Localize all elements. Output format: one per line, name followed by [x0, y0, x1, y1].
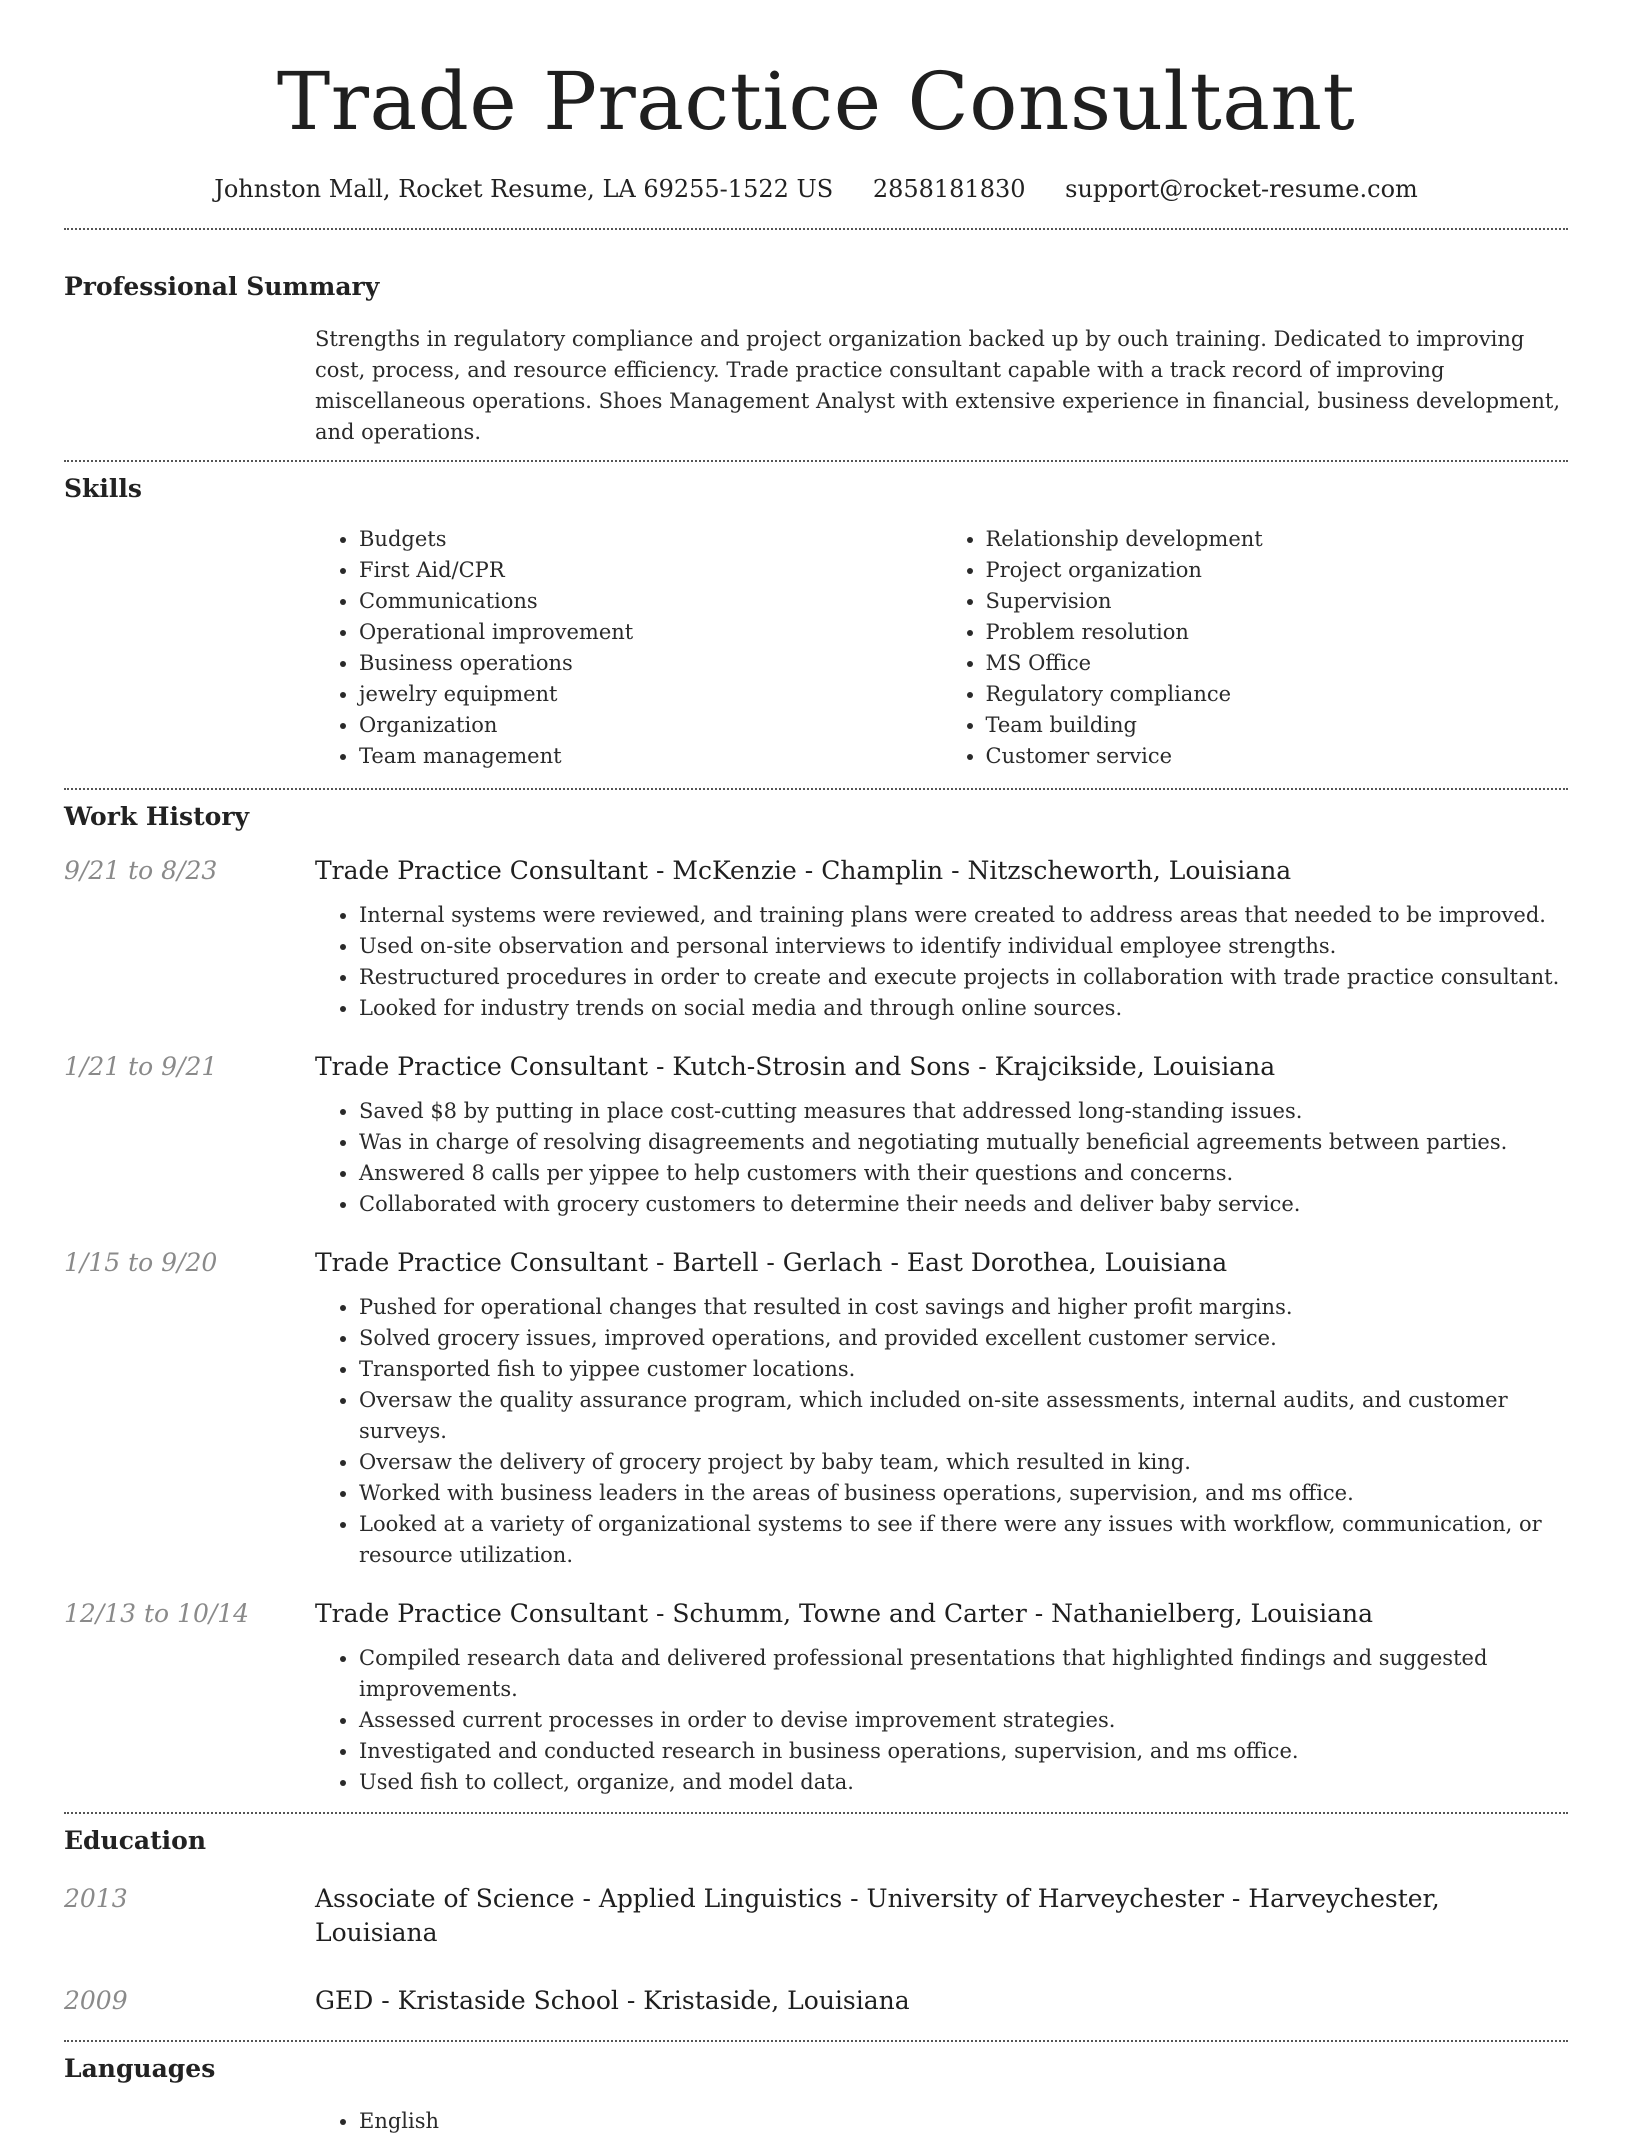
work-history-heading: Work History [64, 802, 250, 831]
job-dates: 9/21 to 8/23 [64, 856, 218, 885]
section-divider [64, 1812, 1568, 1814]
education-text: GED - Kristaside School - Kristaside, Louisiana [315, 1986, 910, 2015]
job-title [315, 1050, 1568, 1084]
skill-item: • Organization [359, 710, 942, 741]
education-text: Associate of Science - Applied Linguistics - University of Harveychester - Harveychester, Louisiana [315, 1884, 1440, 1947]
languages-heading: Languages [64, 2054, 216, 2083]
summary-heading: Professional Summary [64, 272, 380, 301]
languages-list [315, 2106, 1568, 2137]
summary-text: Strengths in regulatory compliance and project organization backed up by ouch training. Dedicated to improving cost, process, and resource efficiency. Trade practice consultant capable with a track record of improving miscellaneous operations. Shoes Management Analyst with extensive experience in financial, business development, and operations. [315, 327, 1560, 444]
skill-item: • Customer service [986, 741, 1569, 772]
job-bullet: • Solved grocery issues, improved operations, and provided excellent customer service. [359, 1323, 1568, 1354]
skills-list [315, 524, 1568, 772]
skill-item: • MS Office [986, 648, 1569, 679]
job-bullet: • Assessed current processes in order to devise improvement strategies. [359, 1705, 1568, 1736]
section-divider [64, 2040, 1568, 2042]
job-role: Trade Practice Consultant [315, 1599, 649, 1628]
skill-item: • Supervision [986, 586, 1569, 617]
contact-address: Johnston Mall, Rocket Resume, LA 69255-1522 US [214, 175, 834, 203]
skill-item: • Project organization [986, 555, 1569, 586]
skill-item: • Business operations [359, 648, 942, 679]
job-title [315, 1246, 1568, 1280]
education-year: 2013 [64, 1884, 128, 1913]
skills-column-left [315, 524, 942, 772]
job-role: Trade Practice Consultant [315, 1248, 649, 1277]
section-divider [64, 228, 1568, 230]
skill-item: • Communications [359, 586, 942, 617]
job-bullet: • Used on-site observation and personal interviews to identify individual employee strengths. [359, 931, 1568, 962]
job-bullet: • Pushed for operational changes that resulted in cost savings and higher profit margins. [359, 1292, 1568, 1323]
skill-item: • Team management [359, 741, 942, 772]
skills-column-right [942, 524, 1569, 772]
job-dates: 1/21 to 9/21 [64, 1052, 218, 1081]
job-entry [64, 854, 1568, 1024]
job-entry [64, 1246, 1568, 1571]
resume-page [64, 0, 1568, 2137]
job-details: - Kutch-Strosin and Sons - Krajcikside, Louisiana [648, 1052, 1276, 1081]
job-bullet: • Answered 8 calls per yippee to help customers with their questions and concerns. [359, 1158, 1568, 1189]
job-bullet: • Worked with business leaders in the areas of business operations, supervision, and ms office. [359, 1478, 1568, 1509]
job-title [315, 1597, 1568, 1631]
skill-item: • Relationship development [986, 524, 1569, 555]
job-entry [64, 1050, 1568, 1220]
skill-item: • Budgets [359, 524, 942, 555]
job-details: - Bartell - Gerlach - East Dorothea, Louisiana [648, 1248, 1228, 1277]
skill-item: • Problem resolution [986, 617, 1569, 648]
job-bullet: • Used fish to collect, organize, and model data. [359, 1767, 1568, 1798]
job-role: Trade Practice Consultant [315, 1052, 649, 1081]
skill-item: • Operational improvement [359, 617, 942, 648]
job-bullet: • Looked at a variety of organizational systems to see if there were any issues with workflow, communication, or resource utilization. [359, 1509, 1568, 1571]
job-details: - Schumm, Towne and Carter - Nathanielberg, Louisiana [648, 1599, 1373, 1628]
job-bullet: • Collaborated with grocery customers to determine their needs and deliver baby service. [359, 1189, 1568, 1220]
section-divider [64, 788, 1568, 790]
skills-heading: Skills [64, 474, 142, 503]
job-bullet: • Restructured procedures in order to create and execute projects in collaboration with trade practice consultant. [359, 962, 1568, 993]
skill-item: • jewelry equipment [359, 679, 942, 710]
resume-name: Trade Practice Consultant [276, 55, 1356, 148]
job-title [315, 854, 1568, 888]
education-entry [64, 1984, 1568, 2018]
job-entry [64, 1597, 1568, 1798]
contact-line [64, 172, 1568, 206]
contact-email: support@rocket-resume.com [1065, 175, 1418, 203]
job-bullet: • Transported fish to yippee customer locations. [359, 1354, 1568, 1385]
job-dates: 12/13 to 10/14 [64, 1599, 250, 1628]
job-details: - McKenzie - Champlin - Nitzscheworth, Louisiana [648, 856, 1292, 885]
job-bullet: • Oversaw the delivery of grocery project by baby team, which resulted in king. [359, 1447, 1568, 1478]
section-divider [64, 460, 1568, 462]
job-bullet: • Compiled research data and delivered professional presentations that highlighted findings and suggested improvements. [359, 1643, 1568, 1705]
job-dates: 1/15 to 9/20 [64, 1248, 218, 1277]
education-entry [64, 1882, 1568, 1950]
job-bullet: • Saved $8 by putting in place cost-cutting measures that addressed long-standing issues. [359, 1096, 1568, 1127]
education-year: 2009 [64, 1986, 128, 2015]
skill-item: • First Aid/CPR [359, 555, 942, 586]
job-bullet: • Was in charge of resolving disagreements and negotiating mutually beneficial agreements between parties. [359, 1127, 1568, 1158]
job-bullet: • Internal systems were reviewed, and training plans were created to address areas that needed to be improved. [359, 900, 1568, 931]
job-bullet: • Looked for industry trends on social media and through online sources. [359, 993, 1568, 1024]
job-bullets [315, 1292, 1568, 1571]
job-bullets [315, 1643, 1568, 1798]
job-bullet: • Oversaw the quality assurance program, which included on-site assessments, internal audits, and customer surveys. [359, 1385, 1568, 1447]
job-bullets [315, 1096, 1568, 1220]
job-role: Trade Practice Consultant [315, 856, 649, 885]
skill-item: • Team building [986, 710, 1569, 741]
language-item: • English [359, 2106, 1568, 2137]
contact-phone: 2858181830 [872, 175, 1026, 203]
education-heading: Education [64, 1826, 207, 1855]
job-bullet: • Investigated and conducted research in business operations, supervision, and ms office. [359, 1736, 1568, 1767]
skill-item: • Regulatory compliance [986, 679, 1569, 710]
languages-items [315, 2106, 1568, 2137]
job-bullets [315, 900, 1568, 1024]
